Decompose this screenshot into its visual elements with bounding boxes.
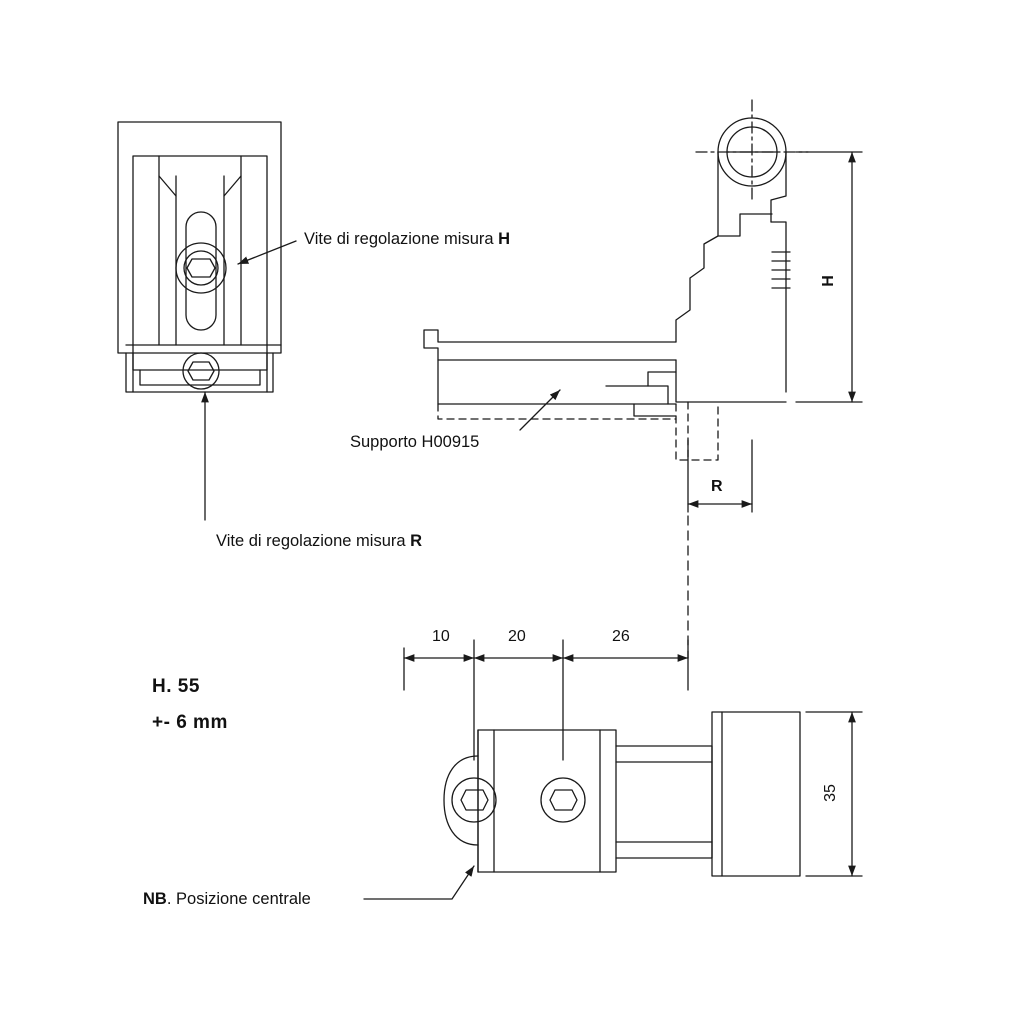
dimension-label-r: R <box>711 478 723 495</box>
top-view-group <box>444 712 800 876</box>
leader-lines <box>205 241 560 899</box>
dimension-r <box>688 440 752 512</box>
dimension-chain <box>404 640 688 760</box>
dimension-label-35: 35 <box>822 784 839 802</box>
callout-screw-h <box>304 230 510 249</box>
spec-tolerance: +- 6 mm <box>152 712 228 733</box>
callout-support: Supporto H00915 <box>350 433 480 451</box>
dimension-label-20: 20 <box>508 628 526 645</box>
dimension-label-10: 10 <box>432 628 450 645</box>
dimension-label-h: H <box>820 275 837 287</box>
callout-screw-r-text: Vite di regolazione misura <box>216 532 411 550</box>
callout-note <box>143 890 311 909</box>
callout-screw-r <box>216 532 422 551</box>
callout-note-prefix: NB <box>143 890 167 908</box>
spec-height: H. 55 <box>152 676 200 697</box>
callout-screw-h-text: Vite di regolazione misura <box>304 230 499 248</box>
dimension-label-26: 26 <box>612 628 630 645</box>
side-view-group <box>424 118 790 416</box>
callout-note-text: . Posizione centrale <box>166 890 311 908</box>
callout-screw-h-symbol: H <box>498 230 511 248</box>
callout-screw-r-symbol: R <box>410 532 423 550</box>
